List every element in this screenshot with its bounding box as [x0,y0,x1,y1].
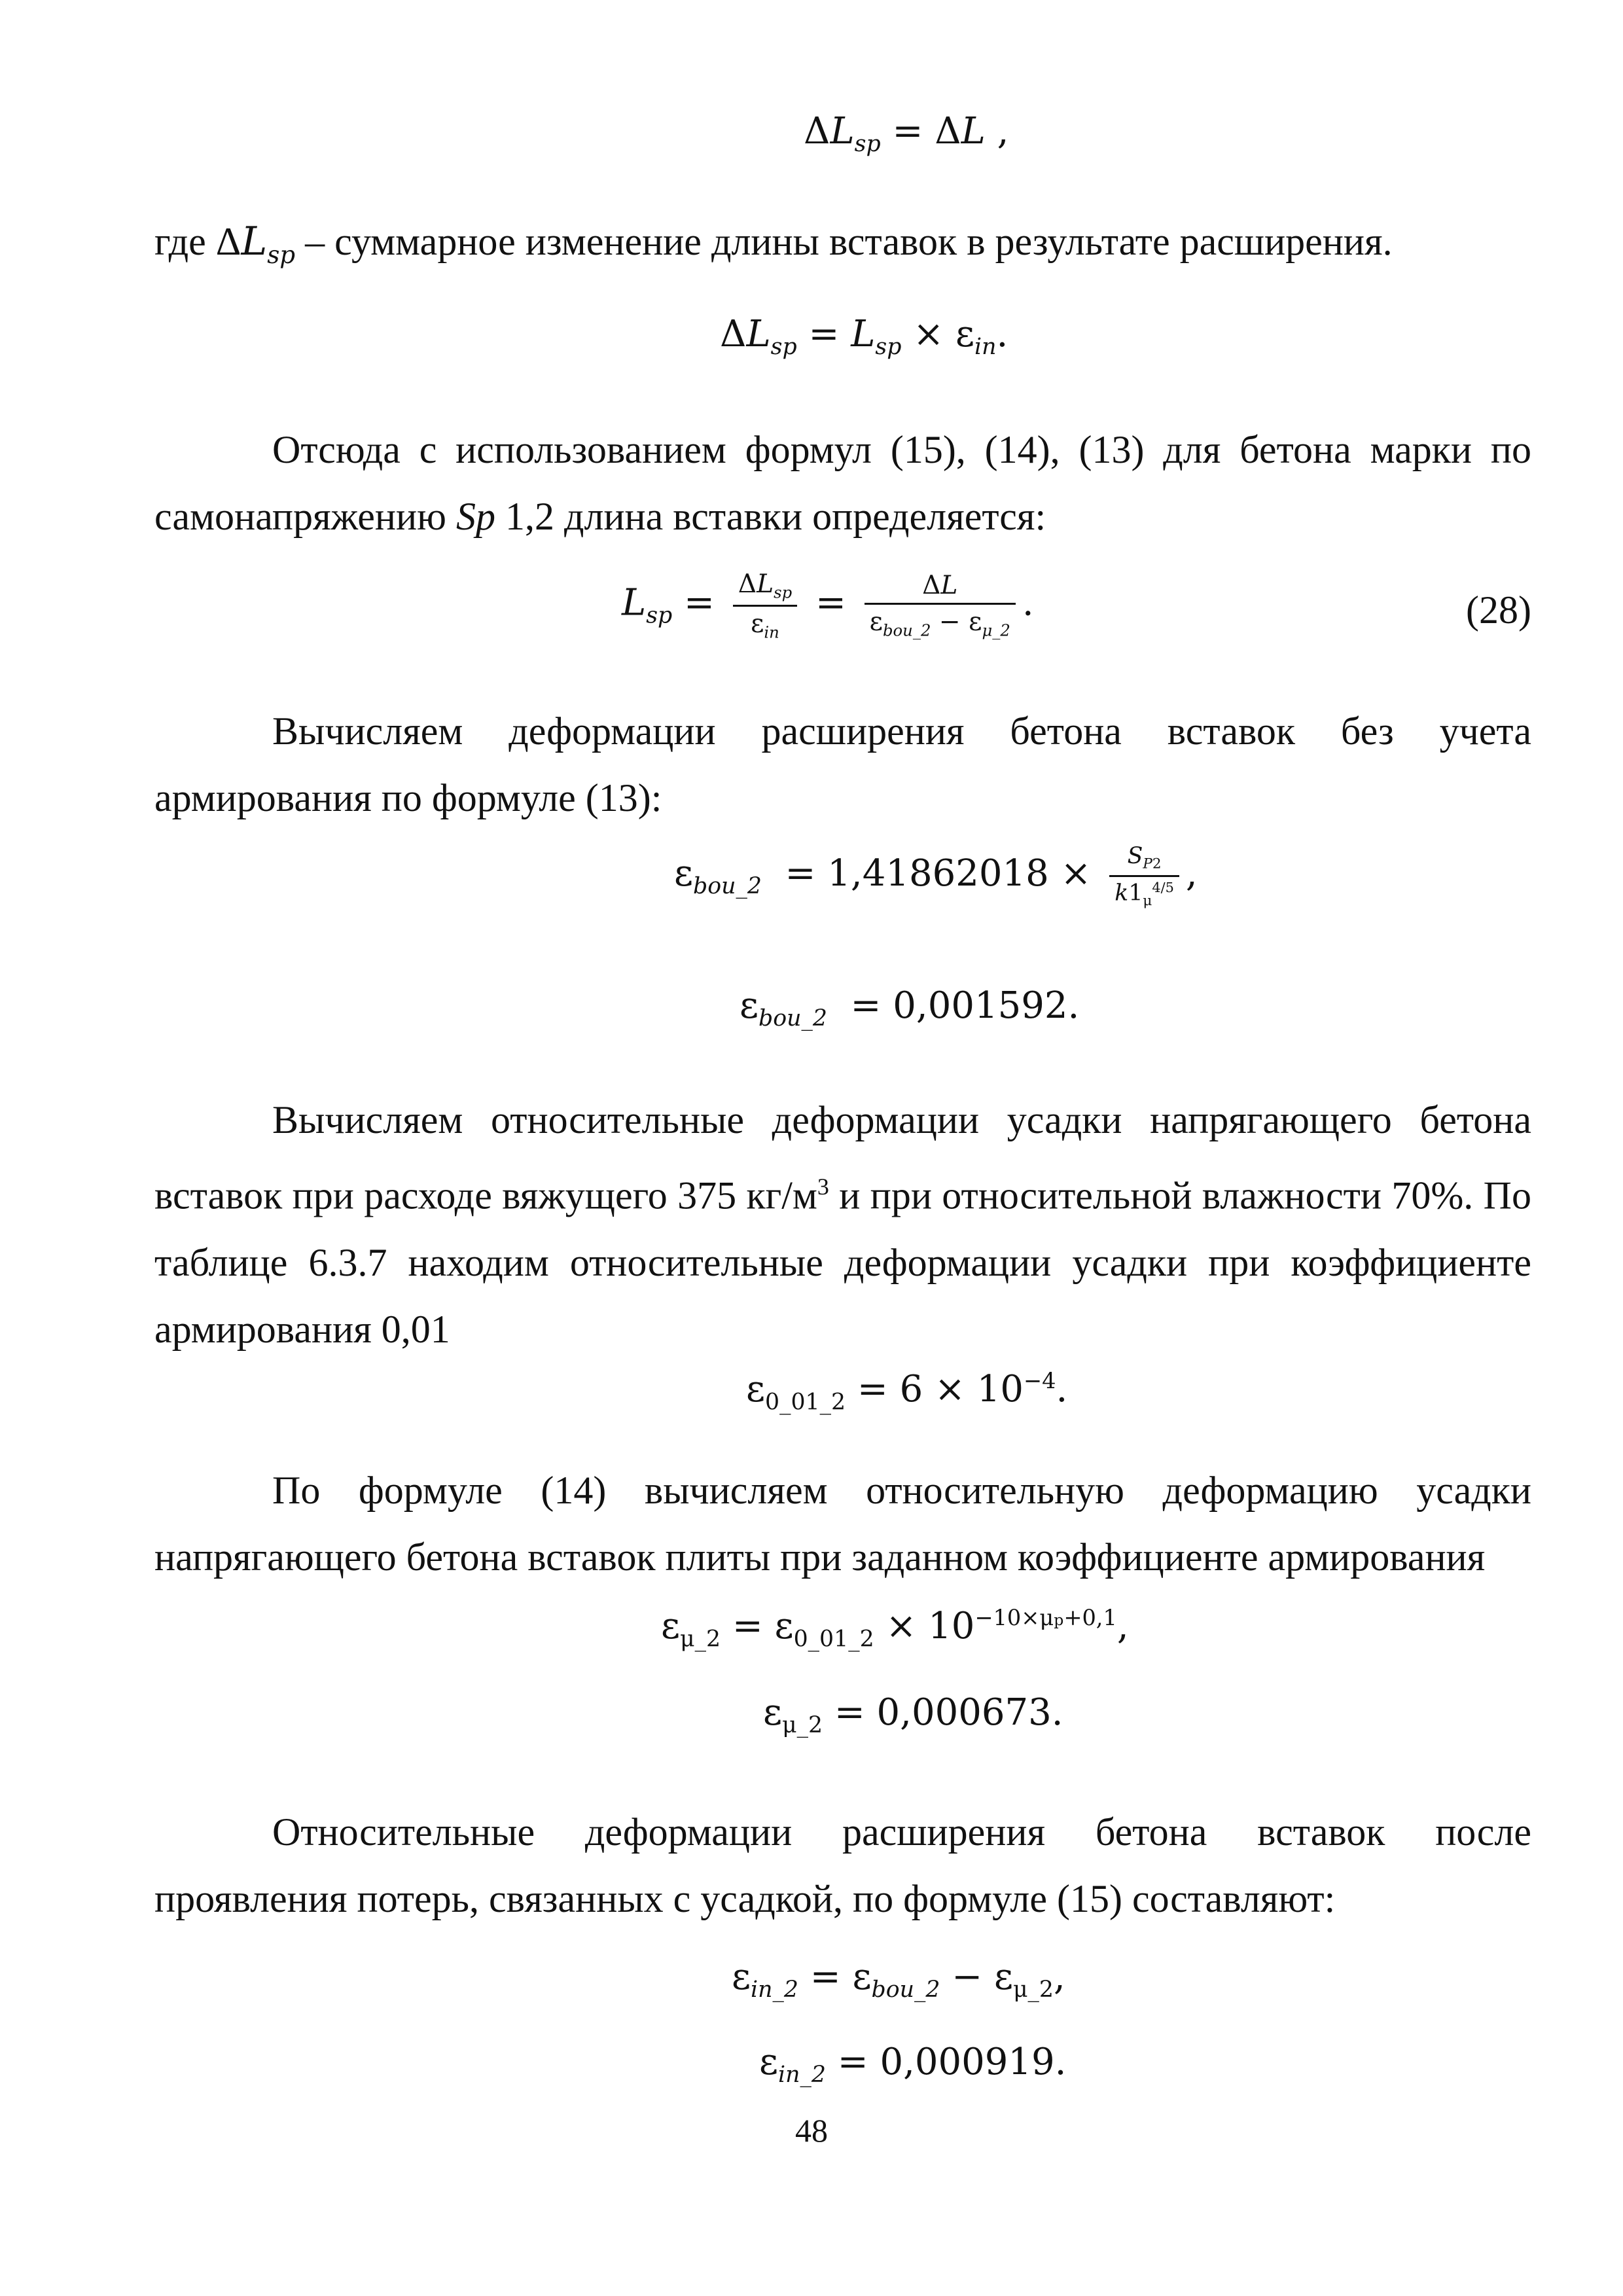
paragraph-compute-expansion: Вычисляем деформации расширения бетона вставок без учета армирования по формуле (13): [154,709,1531,819]
equation-delta-lsp: $\Delta L_{sp} = \Delta L$ , [804,110,1009,158]
equation-28: $L_{sp}$ = $\frac{\Delta L_{sp}}{\varepsilon_{in}}$ = $\frac{\Delta L}{\varepsilon_{bou\_2} - \varepsilon_{\mu\_2}}$ . [622,569,1034,641]
paragraph-from-formulas: Отсюда с использованием формул (15), (14), (13) для бетона марки по самонапряжению Sp 1,2 длина вставки определяется: [154,428,1531,538]
equation-emu-formula: $\varepsilon_{\mu\_2} = \varepsilon_{0\_01\_2} \times 10^{-10\times\mu p+0,1}$, [661,1605,1129,1653]
equation-ebou-formula: $\varepsilon_{bou\_2} = 1,41862018$ × $\frac{S_{P2}}{k1_\mu^{4/5}}$ , [674,843,1198,909]
equation-number-28: (28) [1466,588,1531,632]
equation-ein-formula: $\varepsilon_{in\_2} = \varepsilon_{bou\_2} - \varepsilon_{\mu\_2}$, [732,1956,1065,2003]
equation-ein-value: $\varepsilon_{in\_2} = 0,000919$. [759,2041,1067,2089]
paragraph-expansion-losses: Относительные деформации расширения бетона вставок после проявления потерь, связанных с усадкой, по формуле (15) составляют: [154,1810,1531,1920]
equation-ebou-value: $\varepsilon_{bou\_2} = 0,001592$. [740,984,1080,1032]
equation-e0-01-2: $\varepsilon_{0\_01\_2} = 6 \times 10^{-4}$. [746,1368,1068,1416]
equation-lsp-times-ein: $\Delta L_{sp} = L_{sp} \times \varepsilon_{in}$. [720,313,1008,361]
equation-emu-value: $\varepsilon_{\mu\_2} = 0,000673$. [763,1691,1063,1739]
paragraph-where: где $\Delta L_{sp}$ – суммарное изменение длины вставок в результате расширения. [154,219,1393,270]
paragraph-shrinkage: Вычисляем относительные деформации усадки напрягающего бетона вставок при расходе вяжущего 375 $кг/м^3$ и при относительной влажности 70%. По таблице 6.3.7 находим относительные деформации усадки при коэффициенте армирования 0,01 [154,1098,1531,1351]
page-number: 48 [795,2112,828,2149]
paragraph-formula-14: По формуле (14) вычисляем относительную деформацию усадки напрягающего бетона вставок плиты при заданном коэффициенте армирования [154,1469,1531,1579]
